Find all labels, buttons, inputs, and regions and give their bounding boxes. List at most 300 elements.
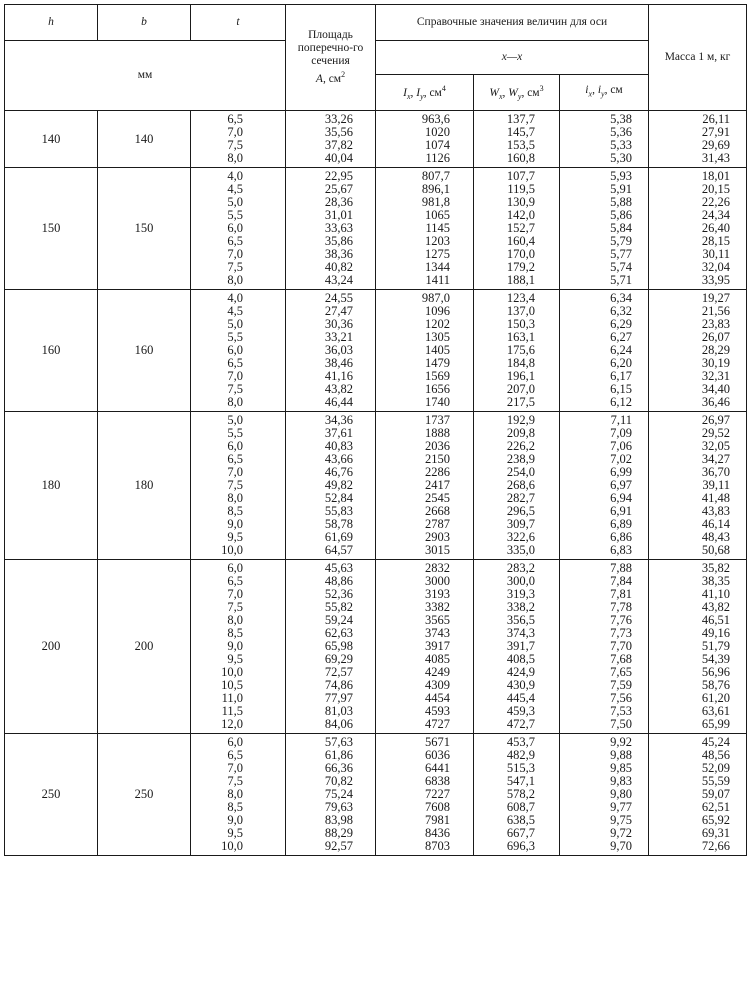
value-I: 3743 <box>425 626 450 640</box>
value-I: 3917 <box>425 639 450 653</box>
value-I: 5671 <box>425 735 450 749</box>
value-A: 52,84 <box>324 491 353 505</box>
value-W: 145,7 <box>506 125 535 139</box>
value-W: 226,2 <box>506 439 535 453</box>
value-i: 7,06 <box>610 439 633 453</box>
value-i: 9,75 <box>610 813 633 827</box>
value-i: 9,92 <box>610 735 633 749</box>
value-I: 3382 <box>425 600 450 614</box>
value-m: 58,76 <box>701 678 731 692</box>
header-area <box>286 5 376 111</box>
value-i: 7,68 <box>610 652 633 666</box>
table-row <box>5 560 747 734</box>
value-I: 1411 <box>425 273 450 287</box>
value-m: 36,46 <box>701 395 731 409</box>
value-A: 33,63 <box>324 221 353 235</box>
cell-t-list <box>191 412 286 560</box>
value-t: 6,5 <box>227 574 243 588</box>
value-A: 43,24 <box>324 273 353 287</box>
value-m: 41,48 <box>701 491 731 505</box>
value-t: 7,5 <box>227 600 243 614</box>
value-m: 30,11 <box>702 247 731 261</box>
value-I: 981,8 <box>421 195 450 209</box>
value-W: 179,2 <box>506 260 535 274</box>
value-m: 59,07 <box>701 787 731 801</box>
value-A: 55,82 <box>324 600 353 614</box>
value-t: 7,5 <box>227 382 243 396</box>
value-I: 2036 <box>425 439 450 453</box>
value-t: 5,5 <box>227 330 243 344</box>
value-m: 32,05 <box>701 439 731 453</box>
value-m: 27,91 <box>701 125 731 139</box>
value-I: 3193 <box>425 587 450 601</box>
value-m: 33,95 <box>701 273 731 287</box>
value-W: 391,7 <box>506 639 535 653</box>
area-symbol: A <box>315 72 323 85</box>
cell-m-list <box>649 560 747 734</box>
table-row <box>5 168 747 290</box>
value-I: 7227 <box>425 787 450 801</box>
area-unit: , см <box>322 72 342 85</box>
value-W: 207,0 <box>506 382 535 396</box>
value-A: 28,36 <box>324 195 353 209</box>
value-t: 7,0 <box>227 247 243 261</box>
value-W: 322,6 <box>506 530 535 544</box>
value-i: 7,81 <box>610 587 633 601</box>
value-m: 26,11 <box>702 112 731 126</box>
value-m: 43,83 <box>701 504 731 518</box>
value-t: 9,5 <box>227 652 243 666</box>
value-A: 38,46 <box>324 356 353 370</box>
value-I: 2150 <box>425 452 450 466</box>
value-W: 196,1 <box>506 369 535 383</box>
value-m: 22,26 <box>701 195 731 209</box>
value-W: 283,2 <box>506 561 535 575</box>
value-I: 1096 <box>425 304 450 318</box>
value-t: 8,0 <box>227 273 243 287</box>
value-i: 7,09 <box>610 426 633 440</box>
value-W: 515,3 <box>506 761 535 775</box>
cell-t-list <box>191 290 286 412</box>
value-W: 160,8 <box>506 151 535 165</box>
cell-m-list <box>649 290 747 412</box>
table-body <box>5 111 747 856</box>
value-A: 59,24 <box>324 613 353 627</box>
value-m: 20,15 <box>701 182 731 196</box>
value-A: 36,03 <box>324 343 353 357</box>
value-I: 6441 <box>425 761 450 775</box>
header-i: $i_x$, $i_y$, см <box>560 75 649 111</box>
value-m: 26,97 <box>701 413 731 427</box>
value-I: 7981 <box>425 813 450 827</box>
value-I: 1344 <box>425 260 450 274</box>
value-t: 6,0 <box>227 561 243 575</box>
value-i: 6,20 <box>610 356 633 370</box>
cell-A-list <box>286 111 376 168</box>
value-A: 55,83 <box>324 504 353 518</box>
value-A: 57,63 <box>324 735 353 749</box>
value-A: 72,57 <box>324 665 353 679</box>
value-i: 6,89 <box>610 517 633 531</box>
value-i: 7,88 <box>610 561 633 575</box>
value-t: 6,0 <box>227 439 243 453</box>
cell-t-list <box>191 168 286 290</box>
value-t: 5,5 <box>227 208 243 222</box>
value-W: 209,8 <box>506 426 535 440</box>
value-t: 4,0 <box>227 169 243 183</box>
value-i: 6,12 <box>610 395 633 409</box>
value-W: 142,0 <box>506 208 535 222</box>
value-I: 4249 <box>425 665 450 679</box>
value-i: 5,79 <box>610 234 633 248</box>
value-m: 26,40 <box>701 221 731 235</box>
cell-i-list <box>560 168 649 290</box>
value-A: 70,82 <box>324 774 353 788</box>
value-t: 9,5 <box>227 826 243 840</box>
value-m: 41,10 <box>701 587 731 601</box>
cell-b: 180 <box>98 412 191 560</box>
value-I: 987,0 <box>421 291 450 305</box>
header-ref-title: Справочные значения величин для оси <box>376 5 649 41</box>
cell-b: 200 <box>98 560 191 734</box>
value-I: 1202 <box>425 317 450 331</box>
value-W: 123,4 <box>506 291 535 305</box>
value-i: 5,77 <box>610 247 633 261</box>
value-I: 4454 <box>425 691 450 705</box>
value-A: 58,78 <box>324 517 353 531</box>
value-W: 638,5 <box>506 813 535 827</box>
value-A: 46,44 <box>324 395 353 409</box>
value-W: 472,7 <box>506 717 535 731</box>
cell-h: 180 <box>5 412 98 560</box>
cell-h: 160 <box>5 290 98 412</box>
value-m: 34,40 <box>701 382 731 396</box>
value-i: 9,80 <box>610 787 633 801</box>
value-i: 6,34 <box>610 291 633 305</box>
value-W: 119,5 <box>507 182 535 196</box>
value-i: 5,93 <box>610 169 633 183</box>
value-I: 1888 <box>425 426 450 440</box>
cell-I-list <box>376 412 474 560</box>
value-A: 40,82 <box>324 260 353 274</box>
value-A: 88,29 <box>324 826 353 840</box>
value-t: 9,0 <box>227 813 243 827</box>
cell-m-list <box>649 734 747 856</box>
value-A: 52,36 <box>324 587 353 601</box>
value-i: 9,72 <box>610 826 633 840</box>
cell-i-list <box>560 560 649 734</box>
value-t: 7,5 <box>227 478 243 492</box>
value-t: 7,0 <box>227 587 243 601</box>
value-t: 7,0 <box>227 369 243 383</box>
value-W: 217,5 <box>506 395 535 409</box>
value-A: 61,86 <box>324 748 353 762</box>
value-m: 54,39 <box>701 652 731 666</box>
value-I: 2286 <box>425 465 450 479</box>
value-A: 22,95 <box>324 169 353 183</box>
value-A: 30,36 <box>324 317 353 331</box>
value-W: 137,7 <box>506 112 535 126</box>
value-W: 152,7 <box>506 221 535 235</box>
value-A: 49,82 <box>324 478 353 492</box>
value-m: 50,68 <box>701 543 731 557</box>
value-i: 7,11 <box>610 413 633 427</box>
value-i: 5,74 <box>610 260 633 274</box>
value-m: 36,70 <box>701 465 731 479</box>
value-m: 72,66 <box>701 839 731 853</box>
value-m: 30,19 <box>701 356 731 370</box>
value-A: 35,86 <box>324 234 353 248</box>
value-t: 4,5 <box>227 304 243 318</box>
value-W: 153,5 <box>506 138 535 152</box>
value-W: 130,9 <box>506 195 535 209</box>
value-W: 163,1 <box>506 330 535 344</box>
value-m: 46,51 <box>701 613 731 627</box>
value-t: 4,5 <box>227 182 243 196</box>
value-I: 2668 <box>425 504 450 518</box>
value-A: 81,03 <box>324 704 353 718</box>
value-m: 62,51 <box>701 800 731 814</box>
value-I: 1020 <box>425 125 450 139</box>
cell-b: 140 <box>98 111 191 168</box>
value-A: 79,63 <box>324 800 353 814</box>
value-A: 69,29 <box>324 652 353 666</box>
value-i: 7,50 <box>610 717 633 731</box>
cell-A-list <box>286 290 376 412</box>
value-A: 40,83 <box>324 439 353 453</box>
value-W: 374,3 <box>506 626 535 640</box>
value-m: 32,31 <box>701 369 731 383</box>
value-W: 150,3 <box>506 317 535 331</box>
value-t: 10,0 <box>221 665 243 679</box>
cell-i-list <box>560 412 649 560</box>
value-A: 31,01 <box>324 208 353 222</box>
value-i: 6,99 <box>610 465 633 479</box>
value-i: 6,32 <box>610 304 633 318</box>
cell-I-list <box>376 168 474 290</box>
value-A: 64,57 <box>324 543 353 557</box>
table-row <box>5 734 747 856</box>
value-t: 8,0 <box>227 395 243 409</box>
value-m: 24,34 <box>701 208 731 222</box>
cell-I-list <box>376 111 474 168</box>
cell-W-list <box>474 734 560 856</box>
value-W: 608,7 <box>506 800 535 814</box>
cell-A-list <box>286 734 376 856</box>
value-i: 6,29 <box>610 317 633 331</box>
value-I: 2832 <box>425 561 450 575</box>
value-t: 11,0 <box>221 691 243 705</box>
value-W: 453,7 <box>506 735 535 749</box>
value-A: 38,36 <box>324 247 353 261</box>
value-i: 7,78 <box>610 600 633 614</box>
value-W: 356,5 <box>506 613 535 627</box>
value-t: 6,0 <box>227 343 243 357</box>
value-t: 7,5 <box>227 774 243 788</box>
value-A: 84,06 <box>324 717 353 731</box>
value-m: 51,79 <box>701 639 731 653</box>
cell-t-list <box>191 734 286 856</box>
value-I: 807,7 <box>421 169 450 183</box>
cell-A-list <box>286 168 376 290</box>
value-I: 2417 <box>425 478 450 492</box>
area-unit-exp: 2 <box>341 70 346 80</box>
value-m: 19,27 <box>701 291 731 305</box>
value-W: 296,5 <box>506 504 535 518</box>
value-W: 338,2 <box>506 600 535 614</box>
value-m: 28,29 <box>701 343 731 357</box>
value-t: 7,5 <box>227 138 243 152</box>
value-I: 963,6 <box>421 112 450 126</box>
value-A: 65,98 <box>324 639 353 653</box>
value-i: 7,84 <box>610 574 633 588</box>
value-W: 667,7 <box>506 826 535 840</box>
value-i: 7,70 <box>610 639 633 653</box>
value-W: 192,9 <box>506 413 535 427</box>
value-I: 1145 <box>425 221 450 235</box>
value-W: 300,0 <box>506 574 535 588</box>
value-i: 9,85 <box>610 761 633 775</box>
cell-m-list <box>649 168 747 290</box>
value-m: 48,56 <box>701 748 731 762</box>
value-m: 39,11 <box>702 478 731 492</box>
value-t: 8,0 <box>227 151 243 165</box>
value-I: 1405 <box>425 343 450 357</box>
value-I: 1126 <box>425 151 450 165</box>
header-W: $W_x$, $W_y$, $см^3$ <box>474 75 560 111</box>
value-t: 6,5 <box>227 112 243 126</box>
cell-W-list <box>474 111 560 168</box>
value-A: 61,69 <box>324 530 353 544</box>
value-W: 107,7 <box>506 169 535 183</box>
value-m: 65,99 <box>701 717 731 731</box>
value-i: 6,86 <box>610 530 633 544</box>
value-i: 5,86 <box>610 208 633 222</box>
value-i: 7,59 <box>610 678 633 692</box>
value-m: 45,24 <box>701 735 731 749</box>
value-i: 5,84 <box>610 221 633 235</box>
value-t: 8,0 <box>227 787 243 801</box>
cell-b: 150 <box>98 168 191 290</box>
cell-I-list <box>376 560 474 734</box>
cell-W-list <box>474 168 560 290</box>
value-A: 77,97 <box>324 691 353 705</box>
value-m: 38,35 <box>701 574 731 588</box>
value-t: 8,5 <box>227 626 243 640</box>
value-I: 1275 <box>425 247 450 261</box>
value-t: 5,0 <box>227 413 243 427</box>
value-m: 46,14 <box>701 517 731 531</box>
value-I: 4085 <box>425 652 450 666</box>
value-t: 6,5 <box>227 234 243 248</box>
value-t: 9,5 <box>227 530 243 544</box>
cell-i-list <box>560 290 649 412</box>
value-t: 7,5 <box>227 260 243 274</box>
value-A: 25,67 <box>324 182 353 196</box>
value-i: 5,88 <box>610 195 633 209</box>
value-W: 319,3 <box>506 587 535 601</box>
value-I: 1737 <box>425 413 450 427</box>
value-t: 8,0 <box>227 491 243 505</box>
value-I: 7608 <box>425 800 450 814</box>
value-m: 35,82 <box>701 561 731 575</box>
value-I: 3565 <box>425 613 450 627</box>
value-i: 9,77 <box>610 800 633 814</box>
value-W: 445,4 <box>506 691 535 705</box>
value-W: 430,9 <box>506 678 535 692</box>
value-m: 49,16 <box>701 626 731 640</box>
cell-b: 250 <box>98 734 191 856</box>
value-m: 65,92 <box>701 813 731 827</box>
value-I: 1305 <box>425 330 450 344</box>
value-i: 5,71 <box>610 273 633 287</box>
value-i: 7,65 <box>610 665 633 679</box>
value-A: 27,47 <box>324 304 353 318</box>
value-t: 10,5 <box>221 678 243 692</box>
value-I: 1065 <box>425 208 450 222</box>
value-i: 6,83 <box>610 543 633 557</box>
cell-A-list <box>286 560 376 734</box>
cell-h: 250 <box>5 734 98 856</box>
value-i: 5,36 <box>610 125 633 139</box>
value-I: 8703 <box>425 839 450 853</box>
value-i: 7,56 <box>610 691 633 705</box>
value-m: 29,52 <box>701 426 731 440</box>
value-I: 4727 <box>425 717 450 731</box>
table-row <box>5 290 747 412</box>
value-W: 137,0 <box>506 304 535 318</box>
value-I: 2903 <box>425 530 450 544</box>
cell-h: 140 <box>5 111 98 168</box>
value-I: 1074 <box>425 138 450 152</box>
cell-h: 200 <box>5 560 98 734</box>
value-m: 31,43 <box>701 151 731 165</box>
value-A: 74,86 <box>324 678 353 692</box>
value-m: 34,27 <box>701 452 731 466</box>
value-i: 7,02 <box>610 452 633 466</box>
value-m: 43,82 <box>701 600 731 614</box>
value-W: 482,9 <box>506 748 535 762</box>
value-A: 41,16 <box>324 369 353 383</box>
value-A: 43,66 <box>324 452 353 466</box>
value-t: 10,0 <box>221 839 243 853</box>
cell-h: 150 <box>5 168 98 290</box>
value-t: 8,5 <box>227 800 243 814</box>
value-W: 188,1 <box>506 273 535 287</box>
value-W: 282,7 <box>506 491 535 505</box>
area-label: Площадь поперечно-го сечения <box>297 29 364 68</box>
value-m: 23,83 <box>701 317 731 331</box>
value-A: 92,57 <box>324 839 353 853</box>
value-m: 61,20 <box>701 691 731 705</box>
value-t: 6,5 <box>227 356 243 370</box>
value-A: 48,86 <box>324 574 353 588</box>
header-mass: Масса 1 м, кг <box>649 5 747 111</box>
value-i: 5,33 <box>610 138 633 152</box>
value-W: 268,6 <box>506 478 535 492</box>
header-b: b <box>98 5 191 41</box>
cell-W-list <box>474 290 560 412</box>
header-I: $I_x$, $I_y$, $см^4$ <box>376 75 474 111</box>
table-row <box>5 111 747 168</box>
value-t: 9,0 <box>227 639 243 653</box>
value-I: 1203 <box>425 234 450 248</box>
cell-t-list <box>191 560 286 734</box>
value-A: 66,36 <box>324 761 353 775</box>
value-m: 63,61 <box>701 704 731 718</box>
value-i: 7,53 <box>610 704 633 718</box>
value-t: 10,0 <box>221 543 243 557</box>
